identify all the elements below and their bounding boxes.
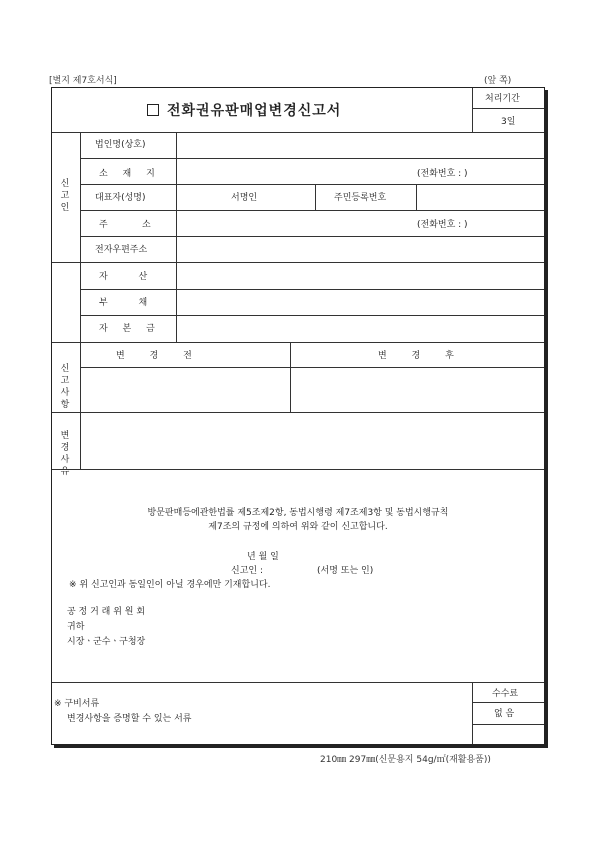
paper-spec-footer: 210㎜ 297㎜(신문용지 54g/㎡(재활용품)) [320, 755, 491, 765]
checkbox-icon [147, 104, 159, 116]
resident-number-label: 주민등록번호 [334, 193, 387, 203]
corp-name-label: 법인명(상호) [95, 140, 146, 150]
after-change-label: 변 경 후 [378, 351, 465, 361]
assets-label: 자 산 [99, 272, 162, 282]
reason-section-label: 변경 사유 [60, 431, 70, 477]
declaration-line-2: 제7조의 규정에 의하여 위와 같이 신고합니다. [208, 522, 388, 532]
applicant-section-label: 신 고 인 [60, 179, 70, 213]
required-documents-heading: ※ 구비서류 [54, 699, 100, 709]
address-label: 주 소 [99, 220, 151, 230]
report-section-label: 신고 사항 [60, 364, 70, 410]
page-side-label: (앞 쪽) [484, 76, 512, 86]
signature-note: (서명 또는 인) [317, 566, 374, 576]
recipient-honorific: 귀하 [67, 622, 85, 632]
email-label: 전자우편주소 [95, 245, 148, 255]
processing-period-value: 3일 [501, 117, 516, 127]
declaration-line-1: 방문판매등에관한법률 제5조제2항, 동법시행령 제7조제3항 및 동법시행규칙 [147, 508, 449, 518]
signature-label: 서명인 [231, 193, 258, 203]
location-label: 소 재 지 [99, 169, 161, 179]
recipient-local-gov: 시장ㆍ군수ㆍ구청장 [67, 637, 146, 647]
declaration-note: ※ 위 신고인과 동일인이 아닐 경우에만 기재합니다. [69, 580, 271, 590]
date-line: 년 월 일 [247, 552, 279, 562]
fee-value: 없 음 [494, 709, 515, 719]
liabilities-label: 부 채 [99, 298, 162, 308]
representative-label: 대표자(성명) [95, 193, 146, 203]
form-title: 전화권유판매업변경신고서 [147, 104, 341, 117]
form-number: [별지 제7호서식] [49, 76, 117, 86]
report-form [51, 87, 545, 745]
required-document-item: 변경사항을 증명할 수 있는 서류 [67, 714, 192, 724]
recipient-ftc: 공 정 거 래 위 원 회 [67, 607, 146, 617]
before-change-label: 변 경 전 [116, 351, 203, 361]
capital-label: 자 본 금 [99, 324, 161, 334]
processing-period-label: 처리기간 [485, 94, 520, 104]
fee-label: 수수료 [492, 689, 519, 699]
reporter-label: 신고인 : [231, 566, 263, 576]
address-phone-label: (전화번호 : ) [417, 220, 468, 230]
location-phone-label: (전화번호 : ) [417, 169, 468, 179]
